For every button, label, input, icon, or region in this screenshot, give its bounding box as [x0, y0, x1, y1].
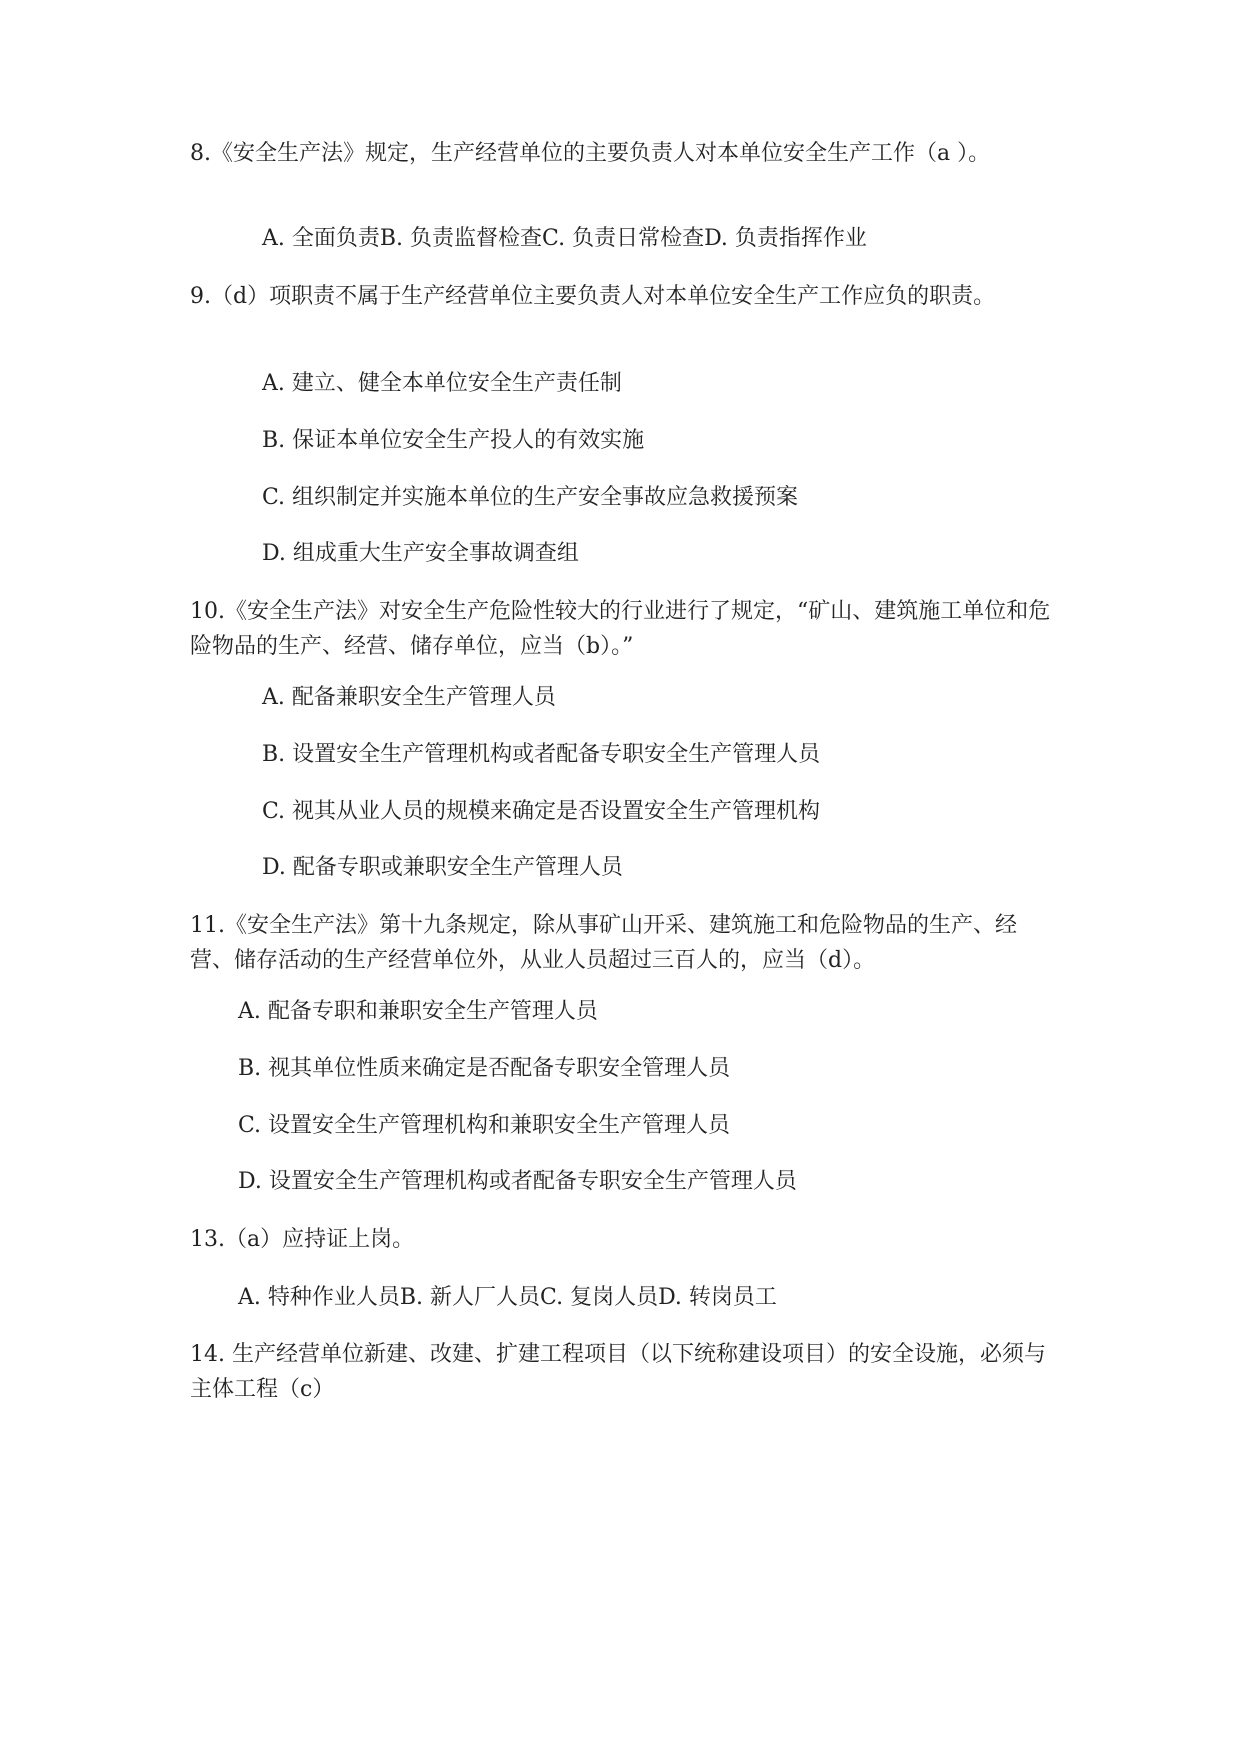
question-11-option-a: A. 配备专职和兼职安全生产管理人员	[238, 999, 598, 1024]
question-14-stem: 14. 生产经营单位新建、改建、扩建工程项目（以下统称建设项目）的安全设施，必须与主体工程（c）	[190, 1342, 1046, 1402]
question-11-stem: 11.《安全生产法》第十九条规定，除从事矿山开采、建筑施工和危险物品的生产、经营、储存活动的生产经营单位外，从业人员超过三百人的，应当（d）。	[190, 913, 1017, 973]
question-10-option-d: D. 配备专职或兼职安全生产管理人员	[262, 855, 623, 880]
question-9-option-a: A. 建立、健全本单位安全生产责任制	[262, 371, 622, 396]
question-9-option-b: B. 保证本单位安全生产投人的有效实施	[262, 428, 645, 453]
question-9-stem: 9.（d）项职责不属于生产经营单位主要负责人对本单位安全生产工作应负的职责。	[190, 284, 996, 309]
question-11-option-c: C. 设置安全生产管理机构和兼职安全生产管理人员	[238, 1113, 731, 1138]
question-8-options: A. 全面负责B. 负责监督检查C. 负责日常检查D. 负责指挥作业	[262, 226, 867, 251]
question-10-option-b: B. 设置安全生产管理机构或者配备专职安全生产管理人员	[262, 742, 821, 767]
question-9-option-d: D. 组成重大生产安全事故调查组	[262, 541, 579, 566]
question-10-option-c: C. 视其从业人员的规模来确定是否设置安全生产管理机构	[262, 799, 821, 824]
question-11-option-d: D. 设置安全生产管理机构或者配备专职安全生产管理人员	[238, 1169, 797, 1194]
question-10-stem: 10.《安全生产法》对安全生产危险性较大的行业进行了规定，“矿山、建筑施工单位和危险物品的生产、经营、储存单位，应当（b）。”	[190, 599, 1051, 659]
question-13-options: A. 特种作业人员B. 新人厂人员C. 复岗人员D. 转岗员工	[238, 1285, 777, 1310]
question-13-stem: 13.（a）应持证上岗。	[190, 1227, 415, 1252]
question-10-option-a: A. 配备兼职安全生产管理人员	[262, 685, 556, 710]
question-8-stem: 8.《安全生产法》规定，生产经营单位的主要负责人对本单位安全生产工作（a ）。	[190, 141, 991, 166]
question-9-option-c: C. 组织制定并实施本单位的生产安全事故应急救援预案	[262, 485, 799, 510]
question-11-option-b: B. 视其单位性质来确定是否配备专职安全管理人员	[238, 1056, 731, 1081]
